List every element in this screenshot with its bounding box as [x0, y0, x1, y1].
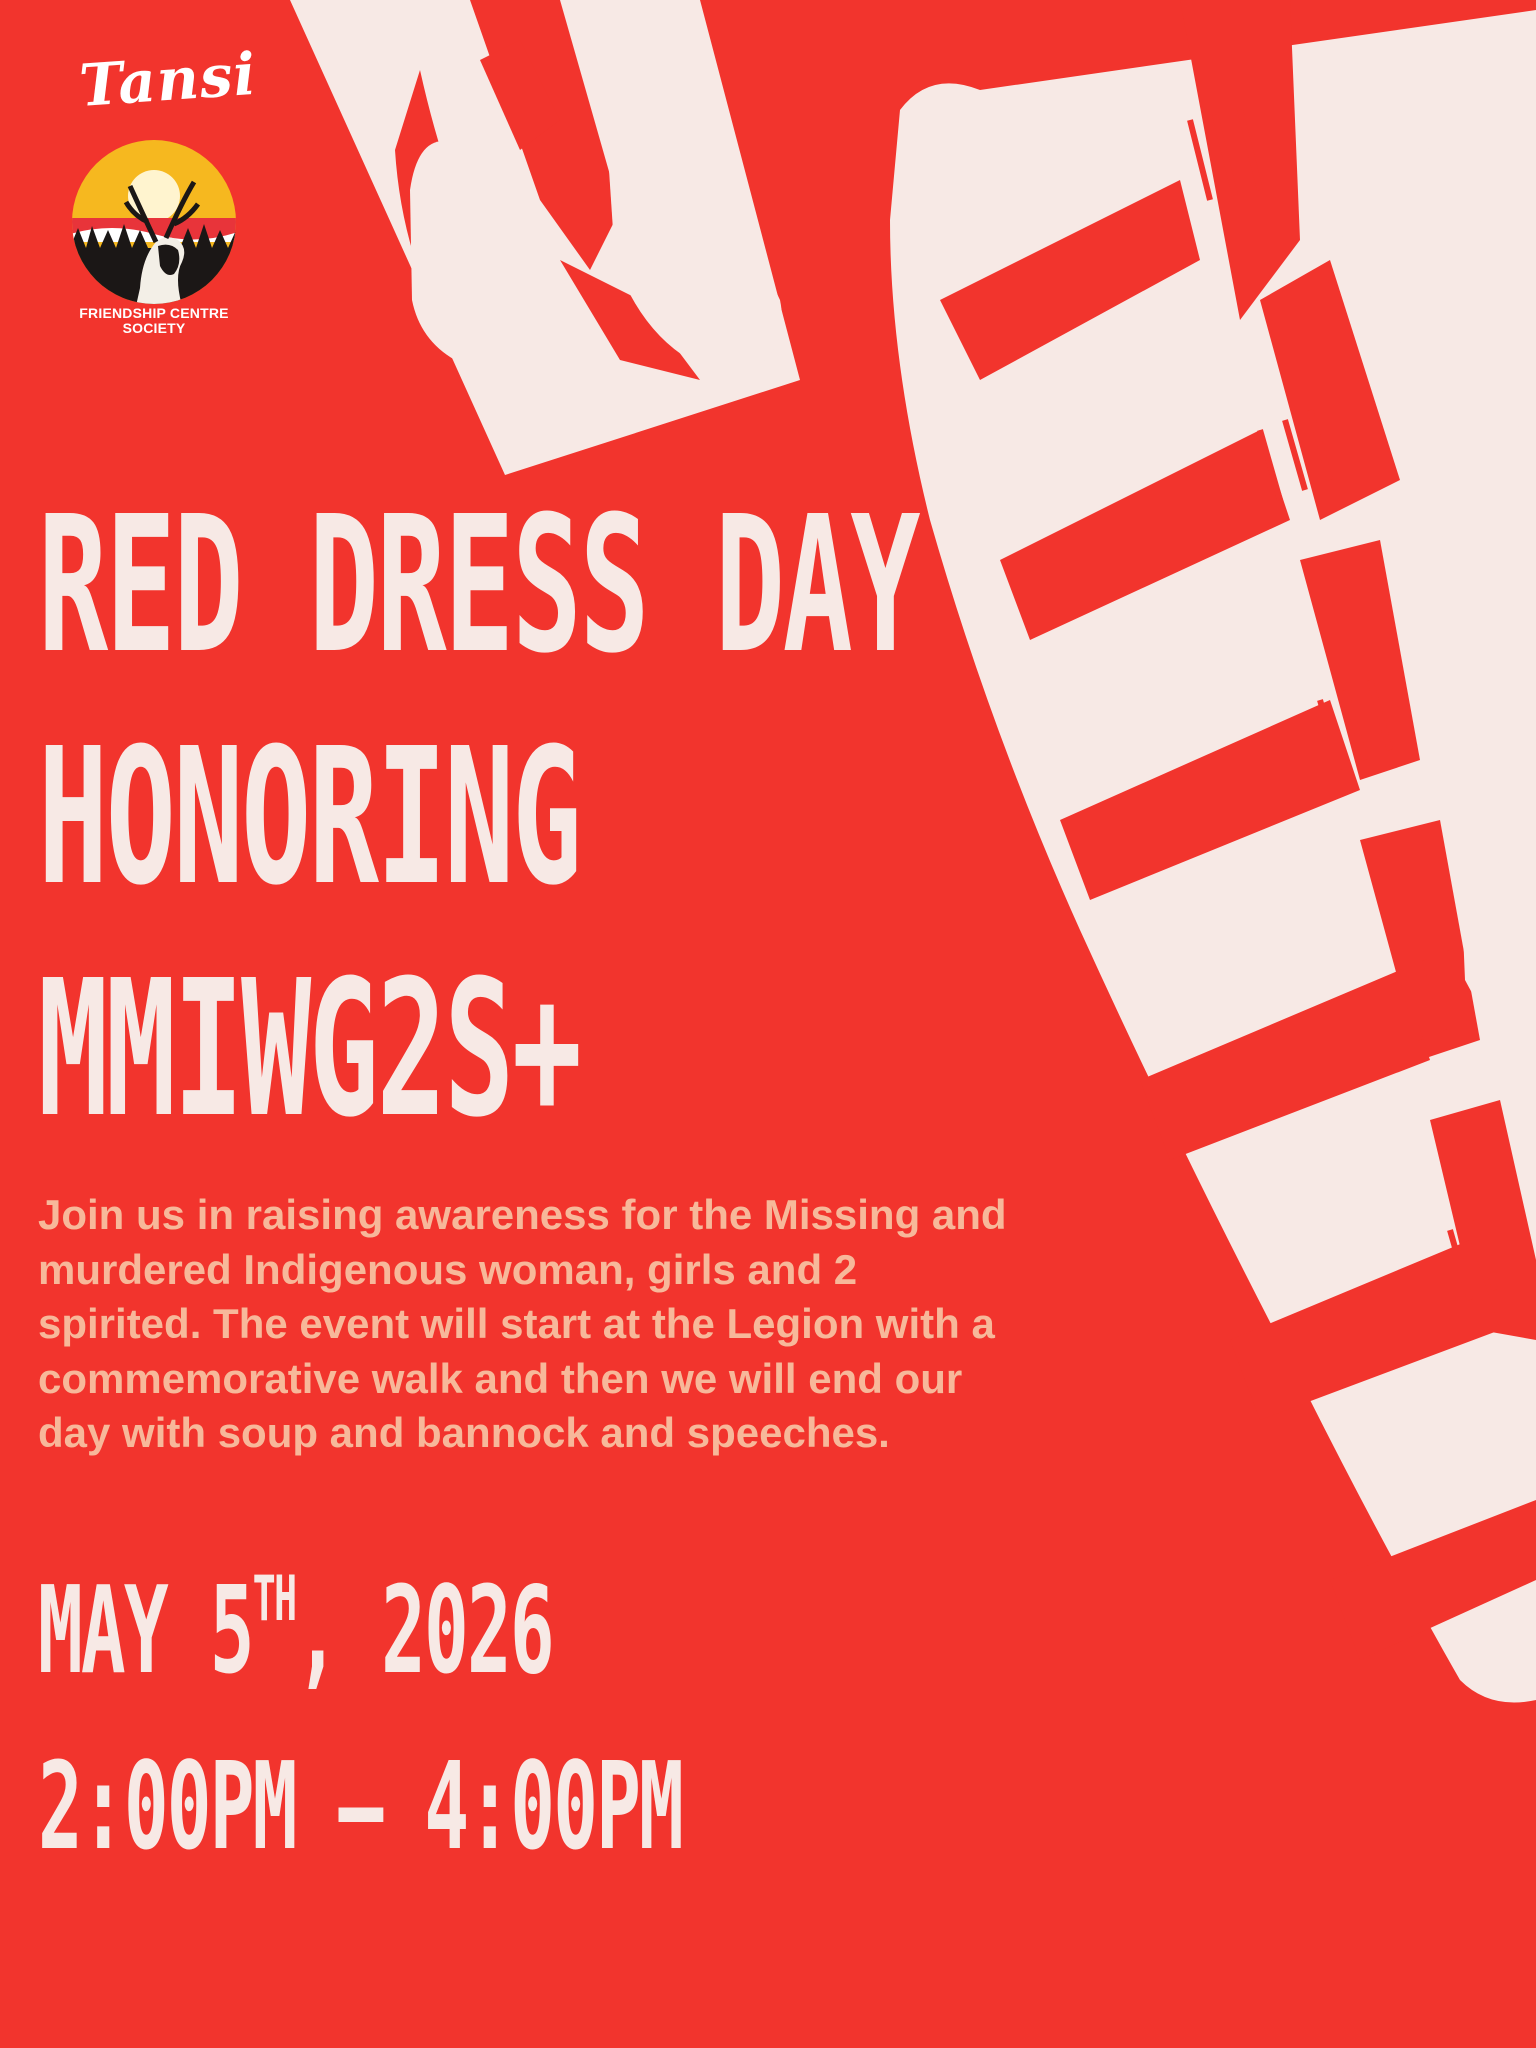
tansi-logo: [64, 39, 259, 352]
headline-line2: HONORING: [38, 708, 580, 927]
event-headline: [38, 470, 918, 1166]
logo-caption-line1: FRIENDSHIP CENTRE: [79, 305, 229, 321]
date-prefix: MAY 5: [38, 1562, 253, 1701]
event-time: 2:00PM – 4:00PM: [38, 1738, 682, 1877]
event-date: [38, 1562, 553, 1702]
logo-caption: [54, 306, 254, 336]
headline-line1: RED DRESS DAY: [38, 476, 919, 695]
date-ordinal-suffix: TH: [252, 1562, 296, 1635]
date-rest: , 2026: [295, 1562, 553, 1701]
event-description: Join us in raising awareness for the Missing and murdered Indigenous woman, girls and 2 spirited. The event will start at the Legion with a commemorative walk and then we will end our day with soup and bannock and speeches.: [38, 1191, 1007, 1456]
logo-wordmark: Tansi: [77, 39, 259, 121]
deer-sunset-emblem-icon: [70, 138, 238, 306]
logo-caption-line2: SOCIETY: [122, 320, 186, 336]
headline-line3: MMIWG2S+: [38, 940, 580, 1159]
